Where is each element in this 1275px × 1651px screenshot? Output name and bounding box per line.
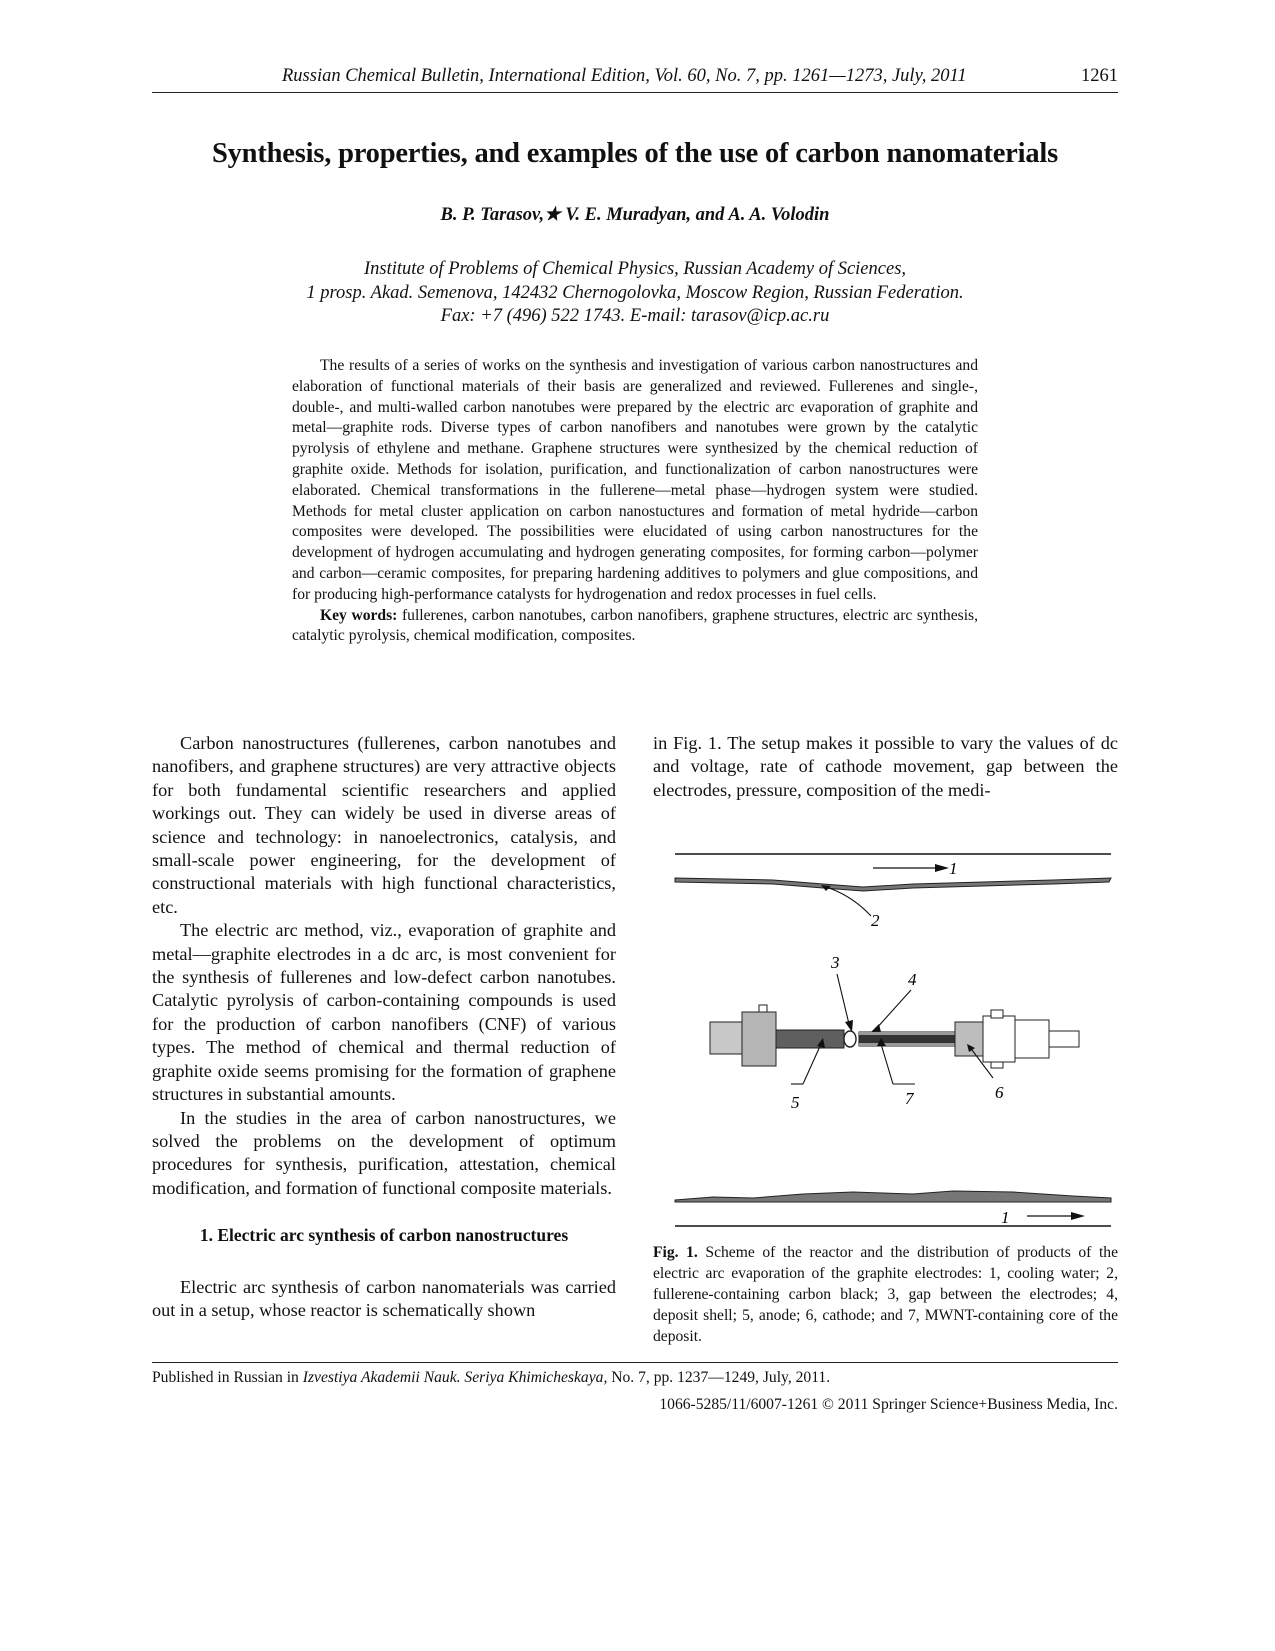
abstract (292, 356, 978, 647)
publication-prefix: Published in Russian in (152, 1369, 303, 1386)
deposit-shell-bottom (859, 1043, 955, 1046)
cathode-clamp-pin-top (991, 1010, 1003, 1018)
deposit-shell-top (859, 1032, 955, 1035)
arrowhead-top (935, 864, 949, 872)
reactor-figure (653, 840, 1118, 1240)
affiliation-line-1: Institute of Problems of Chemical Physics, Russian Academy of Sciences, (363, 259, 907, 279)
affiliation-line-3: Fax: +7 (496) 522 1743. E-mail: tarasov@icp.ac.ru (440, 306, 830, 326)
figure-caption-label: Fig. 1. (653, 1244, 698, 1261)
running-header (152, 64, 1118, 93)
body-paragraph-2: The electric arc method, viz., evaporation of graphite and metal—graphite electrodes in a dc arc, is most convenient for the synthesis of fullerenes and low-defect carbon nanotubes. Catalytic pyrolysis of carbon-containing compounds is used for the production of carbon nanofibers (CNF) of various types. The method of chemical and thermal reduction of graphite oxide seems promising for the formation of graphene structures in substantial amounts. (152, 920, 616, 1105)
fig-label-1-top: 1 (949, 859, 958, 878)
reactor-scheme-svg (653, 840, 1118, 1240)
anode-rod (776, 1030, 844, 1048)
keywords (292, 606, 978, 648)
author-list: B. P. Tarasov,★ V. E. Muradyan, and A. A. Volodin (440, 205, 830, 225)
article-title: Synthesis, properties, and examples of the use of carbon nanomaterials (211, 138, 1059, 169)
cathode-clamp (983, 1016, 1015, 1062)
carbon-black-deposit-top (675, 878, 1111, 891)
copyright-line: 1066-5285/11/6007-1261 © 2011 Springer Science+Business Media, Inc. (659, 1396, 1118, 1413)
publication-suffix: No. 7, pp. 1237—1249, July, 2011. (607, 1369, 831, 1386)
cathode-body (1015, 1020, 1049, 1058)
publication-note (152, 1369, 830, 1387)
abstract-text: The results of a series of works on the synthesis and investigation of various carbon nanostructures and elaboration of functional materials of their basis are generalized and reviewed. Fullerenes and single-, double-, and multi-walled carbon nanotubes were prepared by the electric arc evaporation of graphite and metal—graphite rods. Diverse types of carbon nanofibers and nanotubes were grown by the catalytic pyrolysis of ethylene and methane. Graphene structures were synthesized by the chemical reduction of graphite oxide. Methods for isolation, purification, and functionalization of carbon nanostructures were elaborated. Chemical transformations in the fullerene—metal phase—hydrogen system were studied. Methods for metal cluster application on carbon nanostuctures and formation of metal hydride—carbon composites were developed. The possibilities were elucidated of using carbon nanostructures for the development of hydrogen accumulating and hydrogen generating composites, for forming carbon—polymer and carbon—ceramic composites, for preparing hardening additives to polymers and glue compositions, and for producing high-performance catalysts for hydrogenation and redox processes in fuel cells. (292, 357, 978, 603)
affiliation-line-2: 1 prosp. Akad. Semenova, 142432 Chernogolovka, Moscow Region, Russian Federation. (306, 282, 964, 303)
body-paragraph-1: Carbon nanostructures (fullerenes, carbon nanotubes and nanofibers, and graphene structures) are very attractive objects for both fundamental scientific researchers and applied workings out. They can widely be used in diverse areas of science and technology: in nanoelectronics, catalysis, and small-scale power engineering, for the development of constructional materials with high functional characteristics, etc. (152, 733, 616, 917)
affiliation (152, 258, 1118, 329)
leader-line-7 (881, 1044, 893, 1084)
anode-holder-left (710, 1022, 742, 1054)
anode-holder-pin (759, 1005, 767, 1012)
body-paragraph-4: Electric arc synthesis of carbon nanomaterials was carried out in a setup, whose reactor is schematically shown (152, 1276, 616, 1320)
fig-label-3: 3 (831, 953, 840, 972)
leader-3-head (845, 1020, 853, 1032)
right-column (653, 732, 1118, 802)
fig-label-7: 7 (905, 1089, 914, 1108)
leader-line-4 (875, 990, 911, 1030)
anode-holder-flange (742, 1012, 776, 1066)
figure-caption-text: Scheme of the reactor and the distribution of products of the electric arc evaporation of the graphite electrodes: 1, cooling water; 2, fullerene-containing carbon black; 3, gap between the electrodes; 4, deposit shell; 5, anode; 6, cathode; and 7, MWNT-containing core of the deposit. (653, 1244, 1118, 1345)
fig-label-5: 5 (791, 1093, 800, 1112)
fig-label-6: 6 (995, 1083, 1004, 1102)
keywords-label: Key words: (320, 606, 398, 624)
body-paragraph-5: in Fig. 1. The setup makes it possible to vary the values of dc and voltage, rate of cathode movement, gap between the electrodes, pressure, composition of the medi- (653, 733, 1118, 800)
fig-label-1-bottom: 1 (1001, 1208, 1010, 1227)
cathode-clamp-pin-bottom (991, 1062, 1003, 1068)
leader-line-3 (837, 974, 849, 1024)
figure-caption (653, 1242, 1118, 1347)
fig-label-2: 2 (871, 911, 880, 930)
keywords-text: fullerenes, carbon nanotubes, carbon nanofibers, graphene structures, electric arc synthesis, catalytic pyrolysis, chemical modification, composites. (292, 606, 978, 645)
leader-line-5 (803, 1044, 821, 1084)
page-number: 1261 (1081, 66, 1118, 86)
cathode-shaft (1049, 1031, 1079, 1047)
journal-citation: Russian Chemical Bulletin, International Edition, Vol. 60, No. 7, pp. 1261—1273, July, 2011 (282, 66, 967, 86)
body-paragraph-3: In the studies in the area of carbon nanostructures, we solved the problems on the development of optimum procedures for synthesis, purification, attestation, chemical modification, and formation of functional composite materials. (152, 1107, 616, 1198)
carbon-black-deposit-bottom (675, 1191, 1111, 1202)
footer-divider (152, 1362, 1118, 1363)
arrowhead-bottom (1071, 1212, 1085, 1220)
section-heading: 1. Electric arc synthesis of carbon nanostructures (199, 1225, 569, 1246)
fig-label-4: 4 (908, 970, 917, 989)
arc-gap (844, 1031, 856, 1047)
left-column (152, 732, 616, 1322)
publication-journal: Izvestiya Akademii Nauk. Seriya Khimicheskaya, (302, 1369, 608, 1386)
